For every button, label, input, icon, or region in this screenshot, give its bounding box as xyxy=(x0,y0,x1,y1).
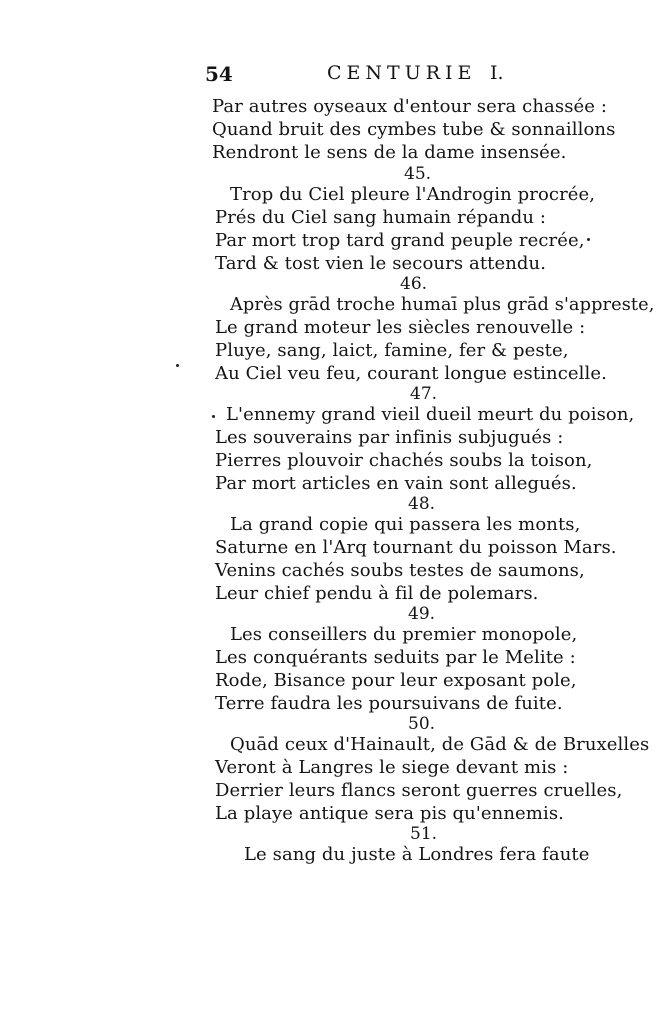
verse-line: Pluye, sang, laict, famine, fer & peste, xyxy=(215,340,569,361)
verse-line: La playe antique sera pis qu'ennemis. xyxy=(215,803,564,824)
verse-line: Les conquérants seduits par le Melite : xyxy=(215,647,576,668)
verse-line: Le sang du juste à Londres fera faute xyxy=(244,844,590,865)
verse-line: Rode, Bisance pour leur exposant pole, xyxy=(215,670,577,691)
quatrain-number: 46. xyxy=(400,274,428,294)
page-number: 54 xyxy=(205,62,233,86)
verse-line: Au Ciel veu feu, courant longue estincelle. xyxy=(215,363,607,384)
quatrain-number: 48. xyxy=(408,494,436,514)
quatrain-number: 51. xyxy=(410,824,438,844)
quatrain-number: 45. xyxy=(404,164,432,184)
verse-line: Les souverains par infinis subjugués : xyxy=(215,427,564,448)
verse-line: Les conseillers du premier monopole, xyxy=(230,624,578,645)
quatrain-number: 49. xyxy=(408,604,436,624)
quatrain-number: 47. xyxy=(410,384,438,404)
verse-line: Veront à Langres le siege devant mis : xyxy=(215,757,569,778)
running-head: CENTURIE xyxy=(327,62,477,84)
volume-number: I. xyxy=(490,62,504,84)
verse-line: Le grand moteur les siècles renouvelle : xyxy=(215,317,586,338)
verse-line: Rendront le sens de la dame insensée. xyxy=(212,142,567,163)
verse-line: Par mort trop tard grand peuple recrée, xyxy=(215,230,585,251)
verse-line: Terre faudra les poursuivans de fuite. xyxy=(215,693,563,714)
verse-line: Venins cachés soubs testes de saumons, xyxy=(215,560,585,581)
verse-line: La grand copie qui passera les monts, xyxy=(230,514,581,535)
ink-speck xyxy=(587,238,590,241)
verse-line: Par autres oyseaux d'entour sera chassée : xyxy=(212,96,608,117)
verse-line: Après grād troche humaī plus grād s'appreste, xyxy=(230,294,655,315)
ink-speck xyxy=(212,415,215,418)
verse-line: Leur chief pendu à fil de polemars. xyxy=(215,583,539,604)
verse-line: Quād ceux d'Hainault, de Gād & de Bruxelles xyxy=(230,734,650,755)
verse-line: Tard & tost vien le secours attendu. xyxy=(215,253,547,274)
quatrain-number: 50. xyxy=(408,714,436,734)
page-header xyxy=(205,62,605,94)
verse-line: Derrier leurs flancs seront guerres cruelles, xyxy=(215,780,623,801)
ink-speck xyxy=(176,364,179,367)
verse-line: Pierres plouvoir chachés soubs la toison, xyxy=(215,450,593,471)
verse-line: Quand bruit des cymbes tube & sonnaillons xyxy=(212,119,616,140)
verse-line: Trop du Ciel pleure l'Androgin procrée, xyxy=(230,184,596,205)
verse-line: L'ennemy grand vieil dueil meurt du poison, xyxy=(226,404,635,425)
verse-line: Saturne en l'Arq tournant du poisson Mars. xyxy=(215,537,617,558)
verse-line: Prés du Ciel sang humain répandu : xyxy=(215,207,547,228)
verse-line: Par mort articles en vain sont allegués. xyxy=(215,473,577,494)
